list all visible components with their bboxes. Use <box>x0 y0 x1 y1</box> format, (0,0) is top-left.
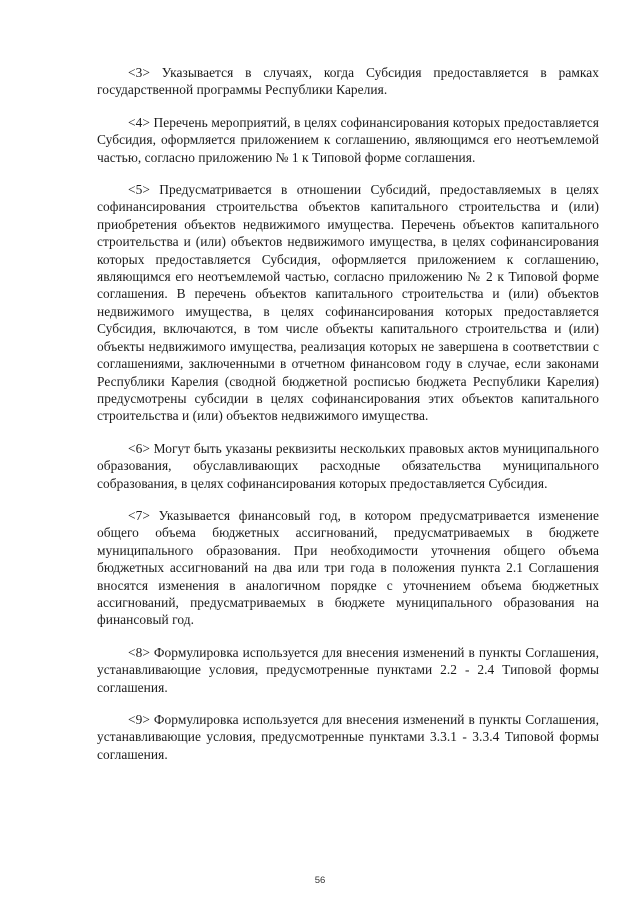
footnote-7: <7> Указывается финансовый год, в котором предусматривается изменение общего объема бюджетных ассигнований, предусматриваемых в бюджете муниципального образования. При необходимости уточнения общего объема бюджетных ассигнований на два или три года в положения пункта 2.1 Соглашения вносятся изменения в аналогичном порядке с уточнением объема бюджетных ассигнований, предусматриваемых в бюджете муниципального образования на финансовый год. <box>97 507 599 628</box>
footnote-6: <6> Могут быть указаны реквизиты нескольких правовых актов муниципального образования, обуславливающих расходные обязательства муниципального собразования, в целях софинансирования которых предоставляется Субсидия. <box>97 440 599 491</box>
footnotes-block <box>97 64 599 778</box>
page-number: 56 <box>314 875 326 886</box>
footnote-8: <8> Формулировка используется для внесения изменений в пункты Соглашения, устанавливающие условия, предусмотренные пунктами 2.2 - 2.4 Типовой формы соглашения. <box>97 644 599 695</box>
footnote-3: <3> Указывается в случаях, когда Субсидия предоставляется в рамках государственной программы Республики Карелия. <box>97 65 599 98</box>
footnote-9: <9> Формулировка используется для внесения изменений в пункты Соглашения, устанавливающие условия, предусмотренные пунктами 3.3.1 - 3.3.4 Типовой формы соглашения. <box>97 712 599 762</box>
footnote-5: <5> Предусматривается в отношении Субсидий, предоставляемых в целях софинансирования строительства объектов капитального строительства и (или) приобретения объектов недвижимого имущества. Перечень объектов капитального строительства и (или) объектов недвижимого имущества, в целях софинансирования которых предоставляется Субсидия, оформляется приложением к соглашению, являющимся его неотъемлемой частью, согласно приложению № 2 к Типовой форме соглашения. В перечень объектов капитального строительства и (или) объектов недвижимого имущества, в целях софинансирования которых предоставляется Субсидия, включаются, в том числе объекты капитального строительства и (или) объекты недвижимого имущества, реализация которых не завершена в соответствии с соглашениями, заключенными в отчетном финансовом году в случае, если законами Республики Карелия (сводной бюджетной росписью бюджета Республики Карелия) предусмотрены субсидии в целях софинансирования этих объектов капитального строительства и (или) объектов недвижимого имущества. <box>97 182 599 424</box>
footnote-4: <4> Перечень мероприятий, в целях софинансирования которых предоставляется Субсидия, оформляется приложением к соглашению, являющимся его неотъемлемой частью, согласно приложению № 1 к Типовой форме соглашения. <box>97 114 599 165</box>
